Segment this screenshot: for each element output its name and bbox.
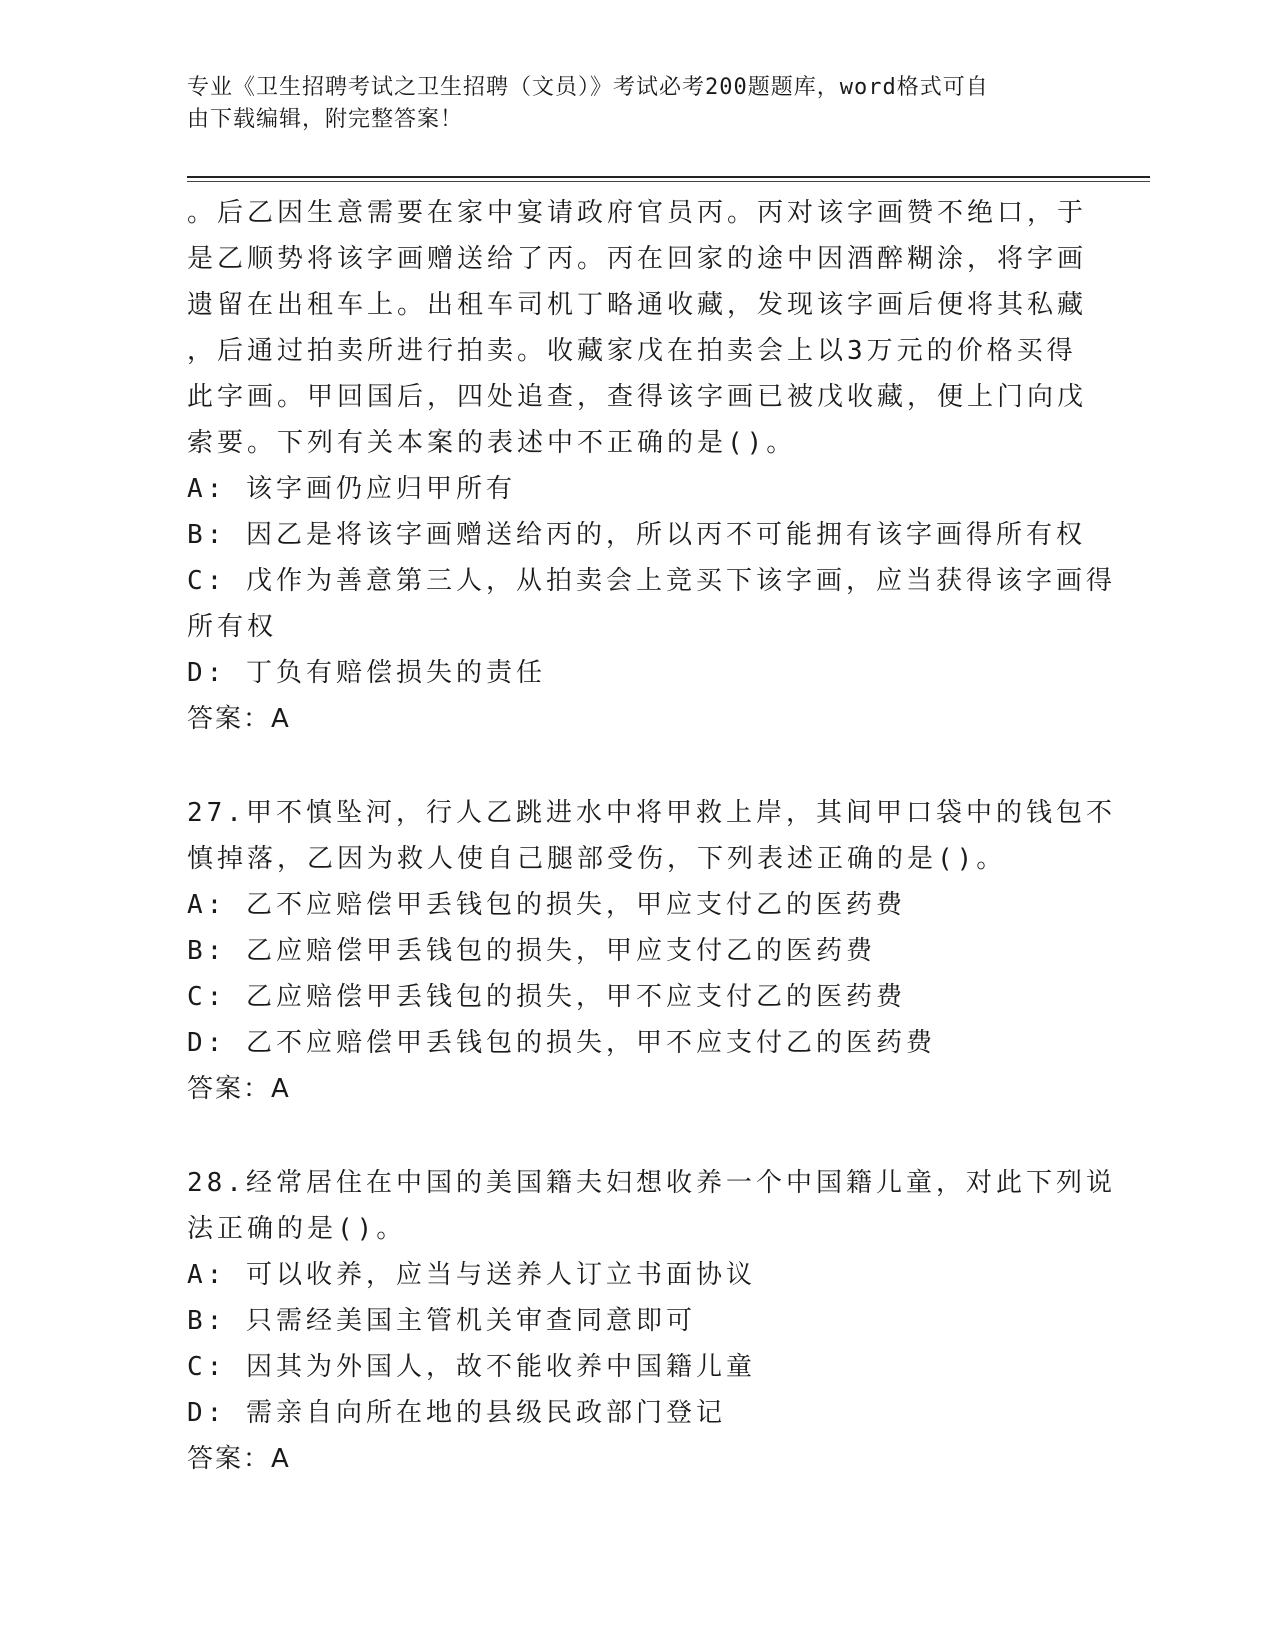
option-a: A: 可以收养，应当与送养人订立书面协议 [187,1260,756,1290]
option-c-continued: 所有权 [187,612,278,642]
question-27 [187,790,1116,1112]
answer-label: 答案：A [187,1444,291,1474]
question-26 [187,190,1116,742]
option-b: B: 因乙是将该字画赠送给丙的，所以丙不可能拥有该字画得所有权 [187,520,1086,550]
question-stem-line: 27.甲不慎坠河，行人乙跳进水中将甲救上岸，其间甲口袋中的钱包不 [187,798,1116,828]
question-stem-line: 法正确的是()。 [187,1214,407,1244]
question-spacer [187,1112,1087,1160]
answer-label: 答案：A [187,1074,291,1104]
header-title-line-2: 由下载编辑，附完整答案！ [187,107,464,132]
header-divider-thick [187,176,1150,178]
option-c: C: 因其为外国人，故不能收养中国籍儿童 [187,1352,756,1382]
option-d: D: 丁负有赔偿损失的责任 [187,658,546,688]
question-stem-line: ，后通过拍卖所进行拍卖。收藏家戊在拍卖会上以3万元的价格买得 [187,336,1077,366]
option-c: C: 乙应赔偿甲丢钱包的损失，甲不应支付乙的医药费 [187,982,906,1012]
header-title-line-1: 专业《卫生招聘考试之卫生招聘（文员）》考试必考200题题库，word格式可自 [187,75,989,100]
option-d: D: 乙不应赔偿甲丢钱包的损失，甲不应支付乙的医药费 [187,1028,936,1058]
option-c: C: 戊作为善意第三人，从拍卖会上竞买下该字画，应当获得该字画得 [187,566,1116,596]
option-a: A: 乙不应赔偿甲丢钱包的损失，甲应支付乙的医药费 [187,890,906,920]
question-stem-line: 是乙顺势将该字画赠送给了丙。丙在回家的途中因酒醉糊涂，将字画 [187,244,1088,274]
option-d: D: 需亲自向所在地的县级民政部门登记 [187,1398,726,1428]
option-b: B: 乙应赔偿甲丢钱包的损失，甲应支付乙的医药费 [187,936,876,966]
answer-label: 答案：A [187,704,291,734]
header-divider-thin [187,181,1150,182]
question-stem-line: 索要。下列有关本案的表述中不正确的是()。 [187,428,797,458]
option-b: B: 只需经美国主管机关审查同意即可 [187,1306,696,1336]
question-stem-line: 遗留在出租车上。出租车司机丁略通收藏，发现该字画后便将其私藏 [187,290,1088,320]
question-stem-line: 此字画。甲回国后，四处追查，查得该字画已被戊收藏，便上门向戊 [187,382,1088,412]
question-28 [187,1160,1116,1482]
document-header [187,72,1087,136]
question-stem-line: 慎掉落，乙因为救人使自己腿部受伤，下列表述正确的是()。 [187,844,1007,874]
option-a: A: 该字画仍应归甲所有 [187,474,516,504]
question-stem-line: 。后乙因生意需要在家中宴请政府官员丙。丙对该字画赞不绝口，于 [187,198,1088,228]
question-stem-line: 28.经常居住在中国的美国籍夫妇想收养一个中国籍儿童，对此下列说 [187,1168,1116,1198]
question-spacer [187,742,1087,790]
document-body [187,190,1116,1482]
